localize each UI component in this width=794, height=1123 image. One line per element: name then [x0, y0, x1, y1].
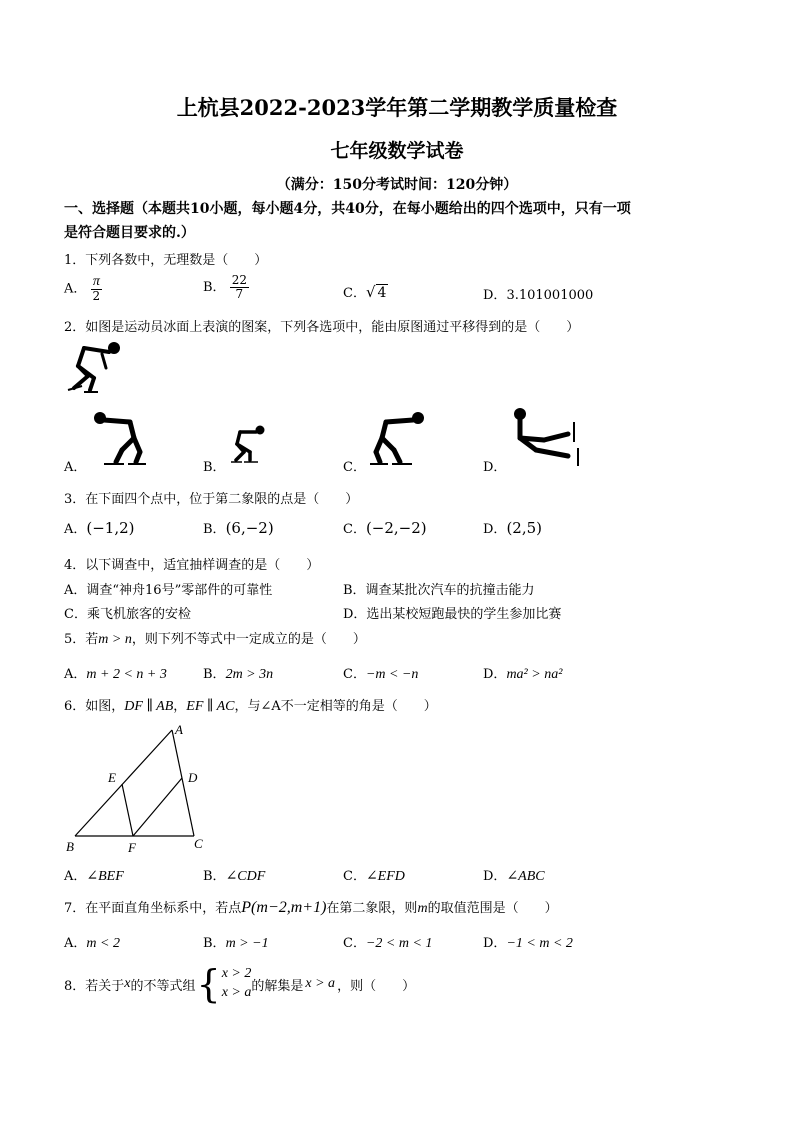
q1-option-a: A． $\frac{\pi}{2}$ — [64, 274, 101, 304]
q3-option-a: A．(−1,2) — [64, 519, 135, 537]
q3-stem: 3．在下面四个点中，位于第二象限的点是（ ） — [64, 492, 359, 507]
system-brace: { — [196, 962, 221, 1006]
segment-ef — [122, 784, 133, 836]
q2-option-a-label: A． — [64, 460, 87, 475]
q2-option-b-label: B． — [203, 460, 226, 475]
section-heading-line2: 是符合题目要求的.） — [64, 225, 195, 241]
q6-option-a: A．∠BEF — [64, 869, 124, 884]
q7-option-d: D．−1 < m < 2 — [483, 936, 573, 951]
q6-stem: 6．如图，DF ∥ AB，EF ∥ AC，与∠A不一定相等的角是（ ） — [64, 699, 437, 714]
section-heading-line1: 一、选择题（本题共10小题，每小题4分，共40分，在每小题给出的四个选项中，只有一项 — [64, 201, 631, 217]
q4-option-b: B．调查某批次汽车的抗撞击能力 — [343, 583, 535, 598]
q5-option-c: C．−m < −n — [343, 667, 419, 682]
q4-option-a: A．调查“神舟16号”零部件的可靠性 — [64, 583, 273, 598]
q2-option-d-figure — [506, 408, 582, 470]
segment-df — [133, 778, 182, 836]
q3-option-c: C．(−2,−2) — [343, 519, 427, 537]
q2-option-d-label: D． — [483, 460, 507, 475]
q3-option-d: D．(2,5) — [483, 519, 542, 537]
inequality-system: x > 2 x > a — [221, 966, 252, 1000]
q5-option-a: A．m + 2 < n + 3 — [64, 667, 167, 682]
q1-stem: 1．下列各数中，无理数是（ ） — [64, 253, 268, 268]
q7-option-a: A．m < 2 — [64, 936, 120, 951]
q5-stem: 5．若m > n，则下列不等式中一定成立的是（ ） — [64, 632, 366, 647]
q2-option-b-figure — [228, 424, 268, 466]
page-subtitle: 七年级数学试卷 — [330, 140, 464, 162]
side-ab — [75, 730, 172, 836]
q4-option-c: C．乘飞机旅客的安检 — [64, 607, 191, 622]
q7-option-c: C．−2 < m < 1 — [343, 936, 433, 951]
q1-option-c: C．√ 4 — [343, 283, 387, 301]
label-f: F — [128, 840, 136, 855]
label-a: A — [175, 722, 183, 737]
q7-option-b: B．m > −1 — [203, 936, 269, 951]
q4-option-d: D．选出某校短跑最快的学生参加比赛 — [343, 607, 562, 622]
exam-info: （满分：150分考试时间：120分钟） — [276, 177, 518, 193]
q5-option-d: D．ma² > na² — [483, 667, 563, 682]
q2-original-figure — [64, 340, 124, 395]
q1-b-fraction: $\frac{22}{7}$ — [231, 273, 247, 302]
q3-option-b: B．(6,−2) — [203, 519, 274, 537]
page-title: 上杭县2022-2023学年第二学期教学质量检查 — [176, 95, 618, 120]
q8-stem: 8．若关于 x 的不等式组 { x > 2 x > a 的解集是 x > a ，则（ ） — [64, 962, 416, 1006]
q6-option-b: B．∠CDF — [203, 869, 266, 884]
q6-option-d: D．∠ABC — [483, 869, 545, 884]
q2-option-c-figure — [366, 408, 428, 468]
label-d: D — [188, 770, 198, 785]
label-b: B — [66, 839, 74, 854]
q5-option-b: B．2m > 3n — [203, 667, 274, 682]
q6-option-c: C．∠EFD — [343, 869, 405, 884]
label-e: E — [108, 770, 116, 785]
q1-option-d: D．3.101001000 — [483, 288, 594, 303]
q2-option-a-figure — [88, 408, 150, 468]
sqrt-sign: √ — [365, 283, 376, 301]
q1-option-b: B． $\frac{22}{7}$ — [203, 273, 247, 302]
q2-stem: 2．如图是运动员冰面上表演的图案，下列各选项中，能由原图通过平移得到的是（ ） — [64, 320, 580, 335]
q1-a-fraction: $\frac{\pi}{2}$ — [92, 274, 101, 304]
label-c: C — [194, 836, 203, 851]
q2-option-c-label: C． — [343, 460, 366, 475]
q6-triangle-figure — [62, 720, 222, 856]
q7-stem: 7．在平面直角坐标系中，若点P(m−2,m+1)在第二象限，则m的取值范围是（ ） — [64, 899, 558, 916]
q4-stem: 4．以下调查中，适宜抽样调查的是（ ） — [64, 558, 320, 573]
